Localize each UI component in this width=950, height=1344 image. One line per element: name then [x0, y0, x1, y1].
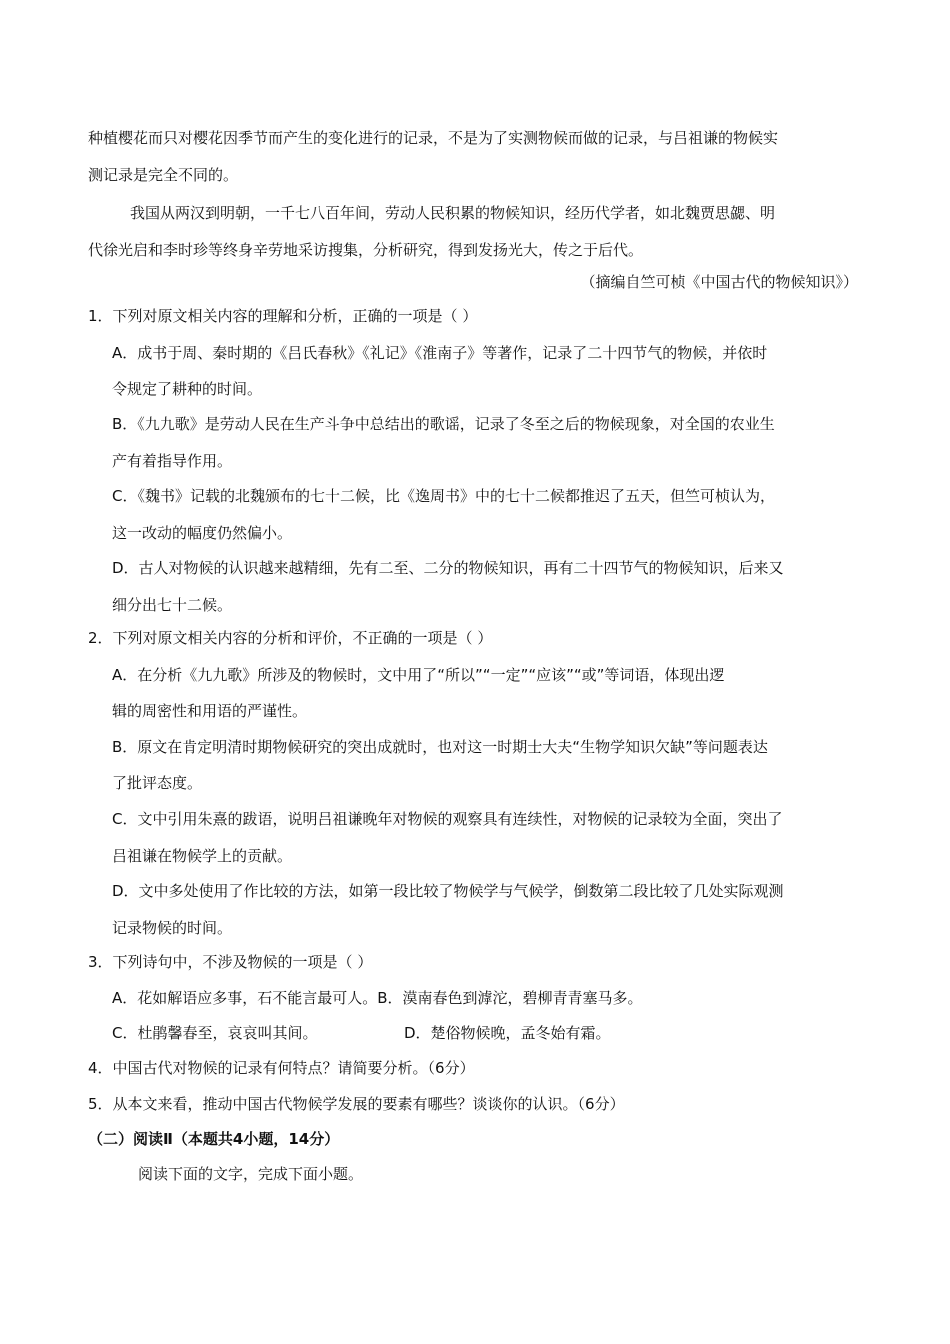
question-4-stem: 4．中国古代对物候的记录有何特点？请简要分析。（6分） [88, 1059, 475, 1077]
question-1-option-a: A．成书于周、秦时期的《吕氏春秋》《礼记》《淮南子》等著作，记录了二十四节气的物候，并依时 [112, 344, 768, 362]
question-3-options-ab: A．花如解语应多事，石不能言最可人。B．漠南春色到滹沱，碧柳青青塞马多。 [112, 989, 643, 1007]
question-5-stem: 5．从本文来看，推动中国古代物候学发展的要素有哪些？谈谈你的认识。（6分） [88, 1095, 625, 1113]
passage-line: 我国从两汉到明朝，一千七八百年间，劳动人民积累的物候知识，经历代学者，如北魏贾思勰、明 [130, 204, 776, 222]
question-1-option-c-cont: 这一改动的幅度仍然偏小。 [112, 524, 293, 542]
question-3-option-c: C．杜鹃馨春至，哀哀叫其间。 [112, 1024, 318, 1042]
question-1-option-d: D．古人对物候的认识越来越精细，先有二至、二分的物候知识，再有二十四节气的物候知识，后来又 [112, 559, 784, 577]
passage-line: 测记录是完全不同的。 [88, 166, 239, 184]
section-2-heading: （二）阅读Ⅱ（本题共4小题，14分） [88, 1130, 340, 1148]
question-1-option-a-cont: 令规定了耕种的时间。 [112, 380, 263, 398]
question-1-option-b: B．《九九歌》是劳动人民在生产斗争中总结出的歌谣，记录了冬至之后的物候现象，对全国的农业生 [112, 415, 775, 433]
question-2-stem: 2．下列对原文相关内容的分析和评价，不正确的一项是（ ） [88, 629, 493, 647]
question-2-option-d: D．文中多处使用了作比较的方法，如第一段比较了物候学与气候学，倒数第二段比较了几处实际观测 [112, 882, 784, 900]
question-1-stem: 1．下列对原文相关内容的理解和分析，正确的一项是（ ） [88, 307, 478, 325]
question-1-option-d-cont: 细分出七十二候。 [112, 596, 233, 614]
passage-line: 种植樱花而只对樱花因季节而产生的变化进行的记录，不是为了实测物候而做的记录，与吕祖谦的物候实 [88, 129, 779, 147]
section-2-intro: 阅读下面的文字，完成下面小题。 [138, 1165, 364, 1183]
question-3-stem: 3．下列诗句中，不涉及物候的一项是（ ） [88, 953, 373, 971]
question-2-option-c-cont: 吕祖谦在物候学上的贡献。 [112, 847, 293, 865]
passage-source: （摘编自竺可桢《中国古代的物候知识》） [580, 273, 858, 291]
question-2-option-b: B．原文在肯定明清时期物候研究的突出成就时，也对这一时期士大夫“生物学知识欠缺”等问题表达 [112, 738, 768, 756]
passage-line: 代徐光启和李时珍等终身辛劳地采访搜集，分析研究，得到发扬光大，传之于后代。 [88, 241, 644, 259]
question-3-option-d: D．楚俗物候晚，孟冬始有霜。 [404, 1024, 611, 1042]
question-2-option-a: A．在分析《九九歌》所涉及的物候时，文中用了“所以”“一定”“应该”“或”等词语，体现出逻 [112, 666, 725, 684]
question-2-option-a-cont: 辑的周密性和用语的严谨性。 [112, 702, 308, 720]
question-2-option-b-cont: 了批评态度。 [112, 774, 203, 792]
question-2-option-c: C．文中引用朱熹的跋语，说明吕祖谦晚年对物候的观察具有连续性，对物候的记录较为全面，突出了 [112, 810, 783, 828]
question-1-option-c: C．《魏书》记载的北魏颁布的七十二候，比《逸周书》中的七十二候都推迟了五天，但竺可桢认为， [112, 487, 775, 505]
question-1-option-b-cont: 产有着指导作用。 [112, 452, 233, 470]
question-2-option-d-cont: 记录物候的时间。 [112, 919, 233, 937]
